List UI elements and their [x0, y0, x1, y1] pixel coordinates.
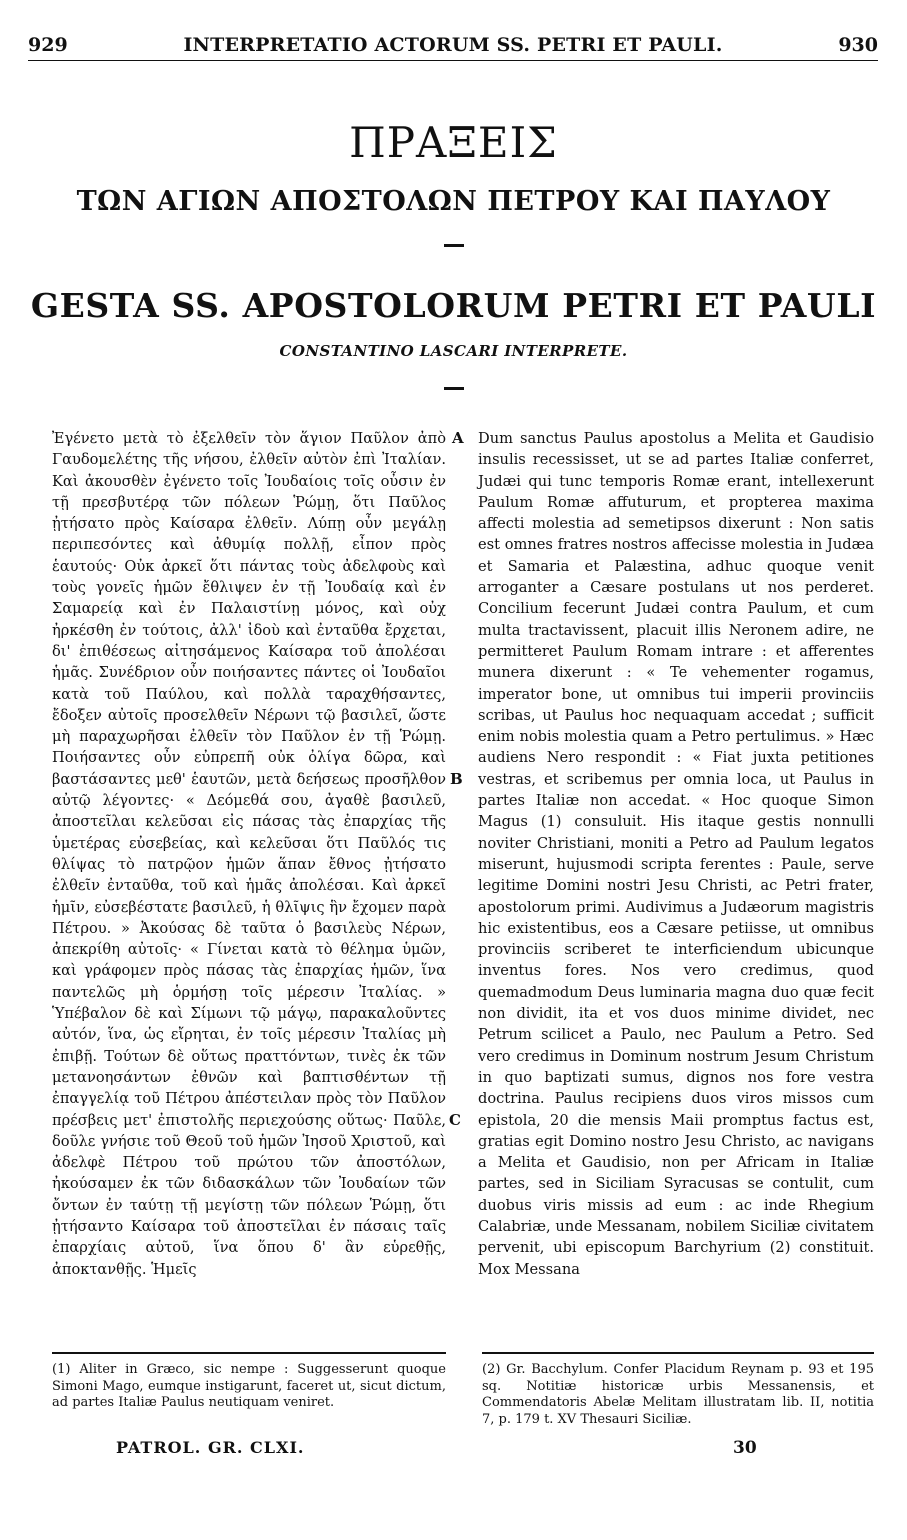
- title-divider-bottom: [444, 387, 464, 390]
- section-marker-b: B: [450, 770, 463, 788]
- page-number-left: 929: [28, 34, 68, 56]
- section-marker-c: C: [449, 1111, 461, 1129]
- latin-main-title: GESTA SS. APOSTOLORUM PETRI ET PAULI: [30, 286, 877, 325]
- footnote-1: (1) Aliter in Græco, sic nempe : Suggesserunt quoque Simoni Mago, eumque instigarunt, faceret ut, sicut dictum, ad partes Italiæ Paulus neutiquam veniret.: [52, 1362, 446, 1410]
- greek-main-title: ΠΡΑΞΕΙΣ: [349, 118, 558, 167]
- signature-number: 30: [733, 1438, 757, 1458]
- latin-text-column: Dum sanctus Paulus apostolus a Melita et Gaudisio insulis recessisset, ut se ad partes Italiæ conferret, Judæi qui tunc temporis Romæ erant, intellexerunt Paulum Romæ affuturum, et propterea maxima affecti molestia ad semetipsos dixerunt : Non satis est omnes fratres nostros affecisse molestia in Judæa et Samaria et Palæstina, adhuc quoque venit arroganter a Cæsare postulans ut nos perderet. Concilium fecerunt Judæi contra Paulum, et cum multa tractavissent, placuit illis Neronem adire, ne permitteret Paulum Romam intrare : et afferentes munera dixerunt : « Te vehementer rogamus, imperator bone, ut omnibus tui imperii provinciis scribas, ut Paulus hoc nequaquam accedat ; sufficit enim nobis molestia quam a Petro pertulimus. » Hæc audiens Nero respondit : « Fiat juxta petitiones vestras, et scribemus per omnia loca, ut Paulus in partes Italiæ non accedat. « Hoc quoque Simon Magus (1) consuluit. His itaque gestis nonnulli noviter Christiani, moniti a Petro ad Paulum legatos miserunt, hujusmodi scripta ferentes : Paule, serve legitime Domini nostri Jesu Christi, ac Petri frater, apostolorum primi. Audivimus a Judæorum magistris hic existentibus, eos a Cæsare petiisse, ut omnibus provinciis scriberet te interficiendum ubicunque inventus fores. Nos vero credimus, quod quemadmodum Deus luminaria magna duo quæ fecit non dividit, ita et vos duos minime dividet, nec Petrum scilicet a Paulo, nec Paulum a Petro. Sed vero credimus in Dominum nostrum Jesum Christum in quo baptizati sumus, dignos nos fore vestra doctrina. Paulus recipiens duos viros missos cum epistola, 20 die mensis Maii promptus factus est, gratias egit Domino nostro Jesu Christo, ac navigans a Melita et Gaudisio, non per Africam in Italiæ partes, sed in Siciliam Syracusas se contulit, cum duobus viris missis ad eum : ac inde Rhegium Calabriæ, unde Messanam, nobilem Siciliæ civitatem pervenit, ubi episcopum Barchyrium (2) constituit. Mox Messana: [478, 430, 874, 1278]
- series-signature: PATROL. GR. CLXI.: [116, 1438, 305, 1457]
- footnote-rule-right: [482, 1352, 874, 1354]
- footnote-rule-left: [52, 1352, 446, 1354]
- footnote-2: (2) Gr. Bacchylum. Confer Placidum Reynam p. 93 et 195 sq. Notitiæ historicæ urbis Messanensis, et Commendatoris Abelæ Melitam illustratam lib. II, notitia 7, p. 179 t. XV Thesauri Siciliæ.: [482, 1362, 874, 1427]
- running-title: INTERPRETATIO ACTORUM SS. PETRI ET PAULI.: [183, 34, 723, 56]
- section-marker-a: A: [452, 429, 464, 447]
- running-header: [28, 34, 878, 61]
- title-divider-top: [444, 244, 464, 247]
- greek-text-column: Ἐγένετο μετὰ τὸ ἐξελθεῖν τὸν ἅγιον Παῦλον ἀπὸ Γαυδομελέτης τῆς νήσου, ἐλθεῖν αὐτὸν ἐπὶ Ἰταλίαν. Καὶ ἀκουσθὲν ἐγένετο τοῖς Ἰουδαίοις τοῖς οὖσιν ἐν τῇ πρεσβυτέρᾳ τῶν πόλεων Ῥώμῃ, ὅτι Παῦλος ᾐτήσατο πρὸς Καίσαρα ἐλθεῖν. Λύπῃ οὖν μεγάλῃ περιπεσόντες καὶ ἀθυμίᾳ πολλῇ, εἶπον πρὸς ἑαυτούς· Οὐκ ἀρκεῖ ὅτι πάντας τοὺς ἀδελφοὺς καὶ τοὺς γονεῖς ἡμῶν ἔθλιψεν ἐν τῇ Ἰουδαίᾳ καὶ ἐν Σαμαρείᾳ καὶ ἐν Παλαιστίνῃ μόνος, καὶ οὐχ ἠρκέσθη ἐν τούτοις, ἀλλ' ἰδοὺ καὶ ἐνταῦθα ἔρχεται, δι' ἐπιθέσεως αἰτησάμενος Καίσαρα τοῦ ἀπολέσαι ἡμᾶς. Συνέδριον οὖν ποιήσαντες πάντες οἱ Ἰουδαῖοι κατὰ τοῦ Παύλου, καὶ πολλὰ ταραχθήσαντες, ἔδοξεν αὐτοῖς προσελθεῖν Νέρωνι τῷ βασιλεῖ, ὥστε μὴ παραχωρῆσαι ἐλθεῖν τὸν Παῦλον ἐν τῇ Ῥώμῃ. Ποιήσαντες οὖν εὐπρεπῆ οὐκ ὀλίγα δῶρα, καὶ βαστάσαντες μεθ' ἑαυτῶν, μετὰ δεήσεως προσῆλθον αὐτῷ λέγοντες· « Δεόμεθά σου, ἀγαθὲ βασιλεῦ, ἀποστεῖλαι κελεῦσαι εἰς πάσας τὰς ἐπαρχίας τῆς ὑμετέρας εὐσεβείας, καὶ κελεῦσαι ὅτι Παῦλός τις θλίψας τὸ πατρῷον ἡμῶν ἅπαν ἔθνος ᾐτήσατο ἐλθεῖν ἐνταῦθα, τοῦ καὶ ἡμᾶς ἀπολέσαι. Καὶ ἀρκεῖ ἡμῖν, εὐσεβέστατε βασιλεῦ, ἡ θλῖψις ἣν ἔχομεν παρὰ Πέτρου. » Ἀκούσας δὲ ταῦτα ὁ βασιλεὺς Νέρων, ἀπεκρίθη αὐτοῖς· « Γίνεται κατὰ τὸ θέλημα ὑμῶν, καὶ γράφομεν πρὸς πάσας τὰς ἐπαρχίας ἡμῶν, ἵνα παντελῶς μὴ ὁρμήσῃ τοῖς μέρεσιν Ἰταλίας. » Ὑπέβαλον δὲ καὶ Σίμωνι τῷ μάγῳ, παρακαλοῦντες αὐτόν, ἵνα, ὡς εἴρηται, ἐν τοῖς μέρεσιν Ἰταλίας μὴ ἐπιβῇ. Τούτων δὲ οὕτως πραττόντων, τινὲς ἐκ τῶν μετανοησάντων ἐθνῶν καὶ βαπτισθέντων τῇ ἐπαγγελίᾳ τοῦ Πέτρου ἀπέστειλαν πρὸς τὸν Παῦλον πρέσβεις μετ' ἐπιστολῆς περιεχούσης οὕτως· Παῦλε, δοῦλε γνήσιε τοῦ Θεοῦ τοῦ ἡμῶν Ἰησοῦ Χριστοῦ, καὶ ἀδελφὲ Πέτρου τοῦ πρώτου τῶν ἀποστόλων, ἠκούσαμεν ἐκ τῶν διδασκάλων τῶν Ἰουδαίων τῶν ὄντων ἐν ταύτῃ τῇ μεγίστῃ τῶν πόλεων Ῥώμῃ, ὅτι ᾐτήσαντο Καίσαρα τοῦ ἀποστεῖλαι ἐν πάσαις ταῖς ἐπαρχίαις αὐτοῦ, ἵνα ὅπου δ' ἂν εὑρεθῇς, ἀποκτανθῇς. Ἡμεῖς: [52, 430, 446, 1278]
- greek-subtitle: ΤΩΝ ΑΓΙΩΝ ΑΠΟΣΤΟΛΩΝ ΠΕΤΡΟΥ ΚΑΙ ΠΑΥΛΟΥ: [76, 186, 831, 217]
- page-number-right: 930: [838, 34, 878, 56]
- translator-line: CONSTANTINO LASCARI INTERPRETE.: [279, 342, 628, 360]
